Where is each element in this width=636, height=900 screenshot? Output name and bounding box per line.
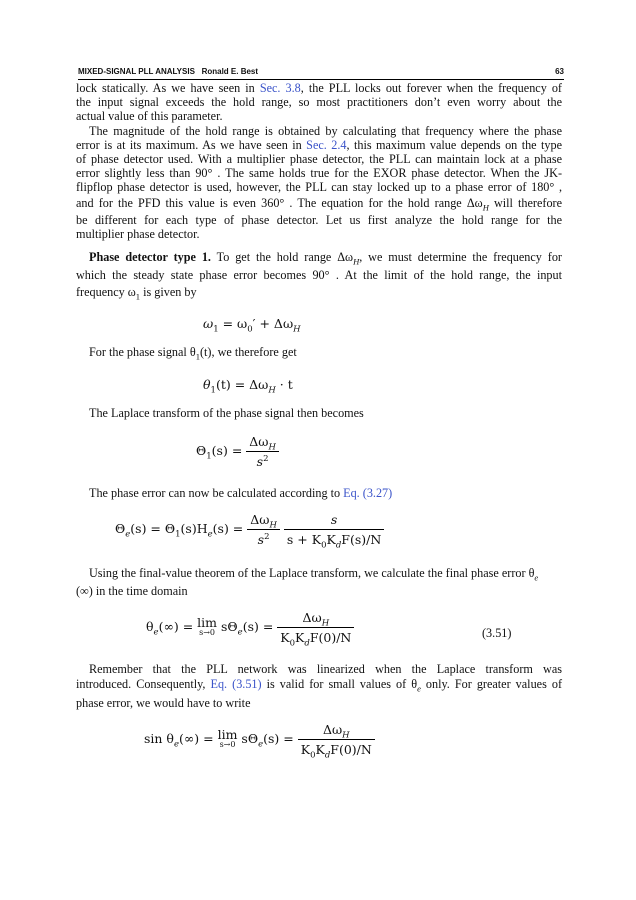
para2-line4: error slightly less than 90° . The same holds true for the EXOR phase detector. When the JK- bbox=[76, 166, 562, 180]
equation-theta-e-laplace: $\Theta_e(s) = \Theta_1(s)H_e(s)$ = $\frac{\Delta\omega_H}{s^2}$ $\frac{s}{s + K_0K_dF(s)/N}$ bbox=[115, 512, 384, 547]
link-eq-3-51[interactable]: Eq. (3.51) bbox=[210, 677, 262, 691]
para4-line1: Remember that the PLL network was linearized when the Laplace transform was bbox=[89, 662, 562, 676]
equation-omega1: $\omega_1 = \omega_0' + \Delta\omega_H$ bbox=[203, 316, 301, 335]
running-header bbox=[78, 66, 564, 80]
equation-theta1-laplace: $\Theta_1(s)$ = $\frac{\Delta\omega_H}{s^2}$ bbox=[196, 434, 279, 469]
equation-number-3-51: (3.51) bbox=[482, 626, 512, 640]
para4-line2: introduced. Consequently, Eq. (3.51) is valid for small values of $\theta_e$ only. For greater values of bbox=[76, 677, 562, 694]
text-laplace: The Laplace transform of the phase signal then becomes bbox=[89, 406, 364, 420]
equation-3-51: $\theta_e(\infty) = \lim$ s→0 $s\Theta_e(s)$ = $\frac{\Delta\omega_H}{K_0K_dF(0)/N}$ bbox=[146, 610, 354, 645]
para3-line2: which the steady state phase error becomes 90° . At the limit of the hold range, the input bbox=[76, 268, 562, 282]
text-phase-signal: For the phase signal $\theta_1(t)$, we therefore get bbox=[89, 345, 297, 362]
para2-line7: be different for each type of phase detector. Let us first analyze the hold range for the bbox=[76, 213, 562, 227]
link-sec-2-4[interactable]: Sec. 2.4 bbox=[306, 138, 347, 152]
header-rule bbox=[78, 79, 564, 80]
equation-theta1: $\theta_1(t) = \Delta\omega_H \cdot t$ bbox=[203, 377, 293, 396]
link-sec-3-8[interactable]: Sec. 3.8 bbox=[259, 81, 301, 95]
equation-sin-theta-e: $\sin \theta_e(\infty) = \lim$ s→0 $s\Theta_e(s)$ = $\frac{\Delta\omega_H}{K_0K_dF(0)/N}$ bbox=[144, 722, 375, 757]
page-number: 63 bbox=[555, 67, 564, 76]
para2-line6: and for the PFD this value is even 360° . The equation for the hold range $\Delta\omega_H$ will therefore bbox=[76, 196, 563, 213]
para3-line3: frequency $\omega_1$ is given by bbox=[76, 285, 197, 302]
para2-line1: The magnitude of the hold range is obtained by calculating that frequency where the phase bbox=[89, 124, 562, 138]
header-title: MIXED-SIGNAL PLL ANALYSIS Ronald E. Best bbox=[78, 67, 259, 76]
text-phase-error: The phase error can now be calculated according to Eq. (3.27) bbox=[89, 486, 393, 500]
para2-line3: of phase detector used. With a multiplier phase detector, the PLL can maintain lock at a phase bbox=[76, 152, 562, 166]
para2-line8: multiplier phase detector. bbox=[76, 227, 200, 241]
para1-line2: the input signal exceeds the hold range, so most practitioners don’t even worry about the bbox=[76, 95, 562, 109]
para1-line1: lock statically. As we have seen in Sec. 3.8, the PLL locks out forever when the frequency of bbox=[76, 81, 562, 95]
text-final-value-line2: (∞) in the time domain bbox=[76, 584, 188, 598]
para2-line2: error is at its maximum. As we have seen in Sec. 2.4, this maximum value depends on the type bbox=[76, 138, 563, 152]
phase-detector-type1-heading: Phase detector type 1. bbox=[89, 250, 211, 264]
text-final-value-line1: Using the final-value theorem of the Laplace transform, we calculate the final phase error $\theta_e$ bbox=[89, 566, 539, 583]
link-eq-3-27[interactable]: Eq. (3.27) bbox=[343, 486, 393, 500]
para3-line1: Phase detector type 1. To get the hold range $\Delta\omega_H$, we must determine the frequency for bbox=[89, 250, 562, 267]
para2-line5: flipflop phase detector is used, however, the PLL can stay locked up to a phase error of 180° , bbox=[76, 180, 562, 194]
para1-line3: actual value of this parameter. bbox=[76, 109, 223, 123]
para4-line3: phase error, we would have to write bbox=[76, 696, 251, 710]
